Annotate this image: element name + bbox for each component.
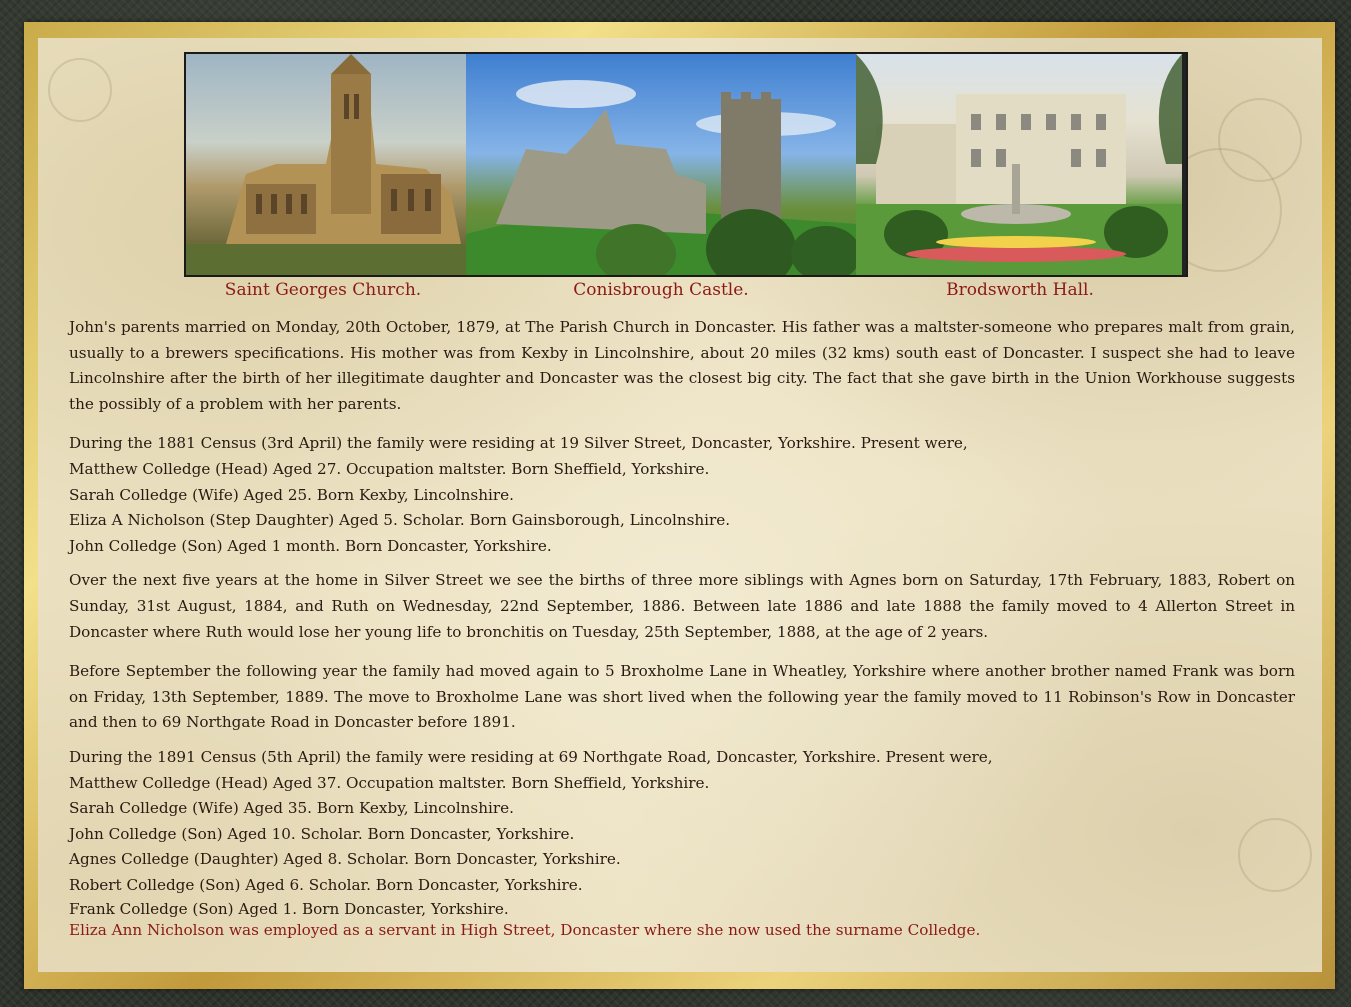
- castle-photo: [466, 54, 856, 275]
- eliza-note: Eliza Ann Nicholson was employed as a servant in High Street, Doncaster where she now used the surname Colledge.: [69, 921, 981, 940]
- census-line: During the 1891 Census (5th April) the family were residing at 69 Northgate Road, Doncaster, Yorkshire. Present were,: [69, 747, 993, 766]
- hall-illustration: [856, 54, 1182, 275]
- hall-photo: [856, 54, 1182, 275]
- census-line: Matthew Colledge (Head) Aged 27. Occupation maltster. Born Sheffield, Yorkshire.: [69, 459, 710, 478]
- census-line: John Colledge (Son) Aged 10. Scholar. Born Doncaster, Yorkshire.: [69, 824, 575, 843]
- caption-church: Saint Georges Church.: [224, 280, 422, 300]
- census-line: During the 1881 Census (3rd April) the family were residing at 19 Silver Street, Doncaster, Yorkshire. Present were,: [69, 434, 968, 453]
- decorative-swirl: [1218, 98, 1302, 182]
- census-line: Eliza A Nicholson (Step Daughter) Aged 5. Scholar. Born Gainsborough, Lincolnshire.: [69, 511, 731, 530]
- photo-captions: [0, 280, 1351, 304]
- caption-castle: Conisbrough Castle.: [573, 280, 749, 300]
- census-1891: [69, 745, 1295, 941]
- paragraph-parents: John's parents married on Monday, 20th October, 1879, at The Parish Church in Doncaster. His father was a maltster-someone who prepares malt from grain, usually to a brewers specifications. His mother was from Kexby in Lincolnshire, about 20 miles (32 kms) south east of Doncaster. I suspect she had to leave Lincolnshire after the birth of her illegitimate daughter and Doncaster was the closest big city. The fact that she gave birth in the Union Workhouse suggests the possibly of a problem with her parents.: [69, 318, 1295, 413]
- decorative-swirl: [48, 58, 112, 122]
- census-line: John Colledge (Son) Aged 1 month. Born Doncaster, Yorkshire.: [69, 536, 552, 555]
- census-line: Matthew Colledge (Head) Aged 37. Occupation maltster. Born Sheffield, Yorkshire.: [69, 773, 710, 792]
- castle-illustration: [466, 54, 856, 275]
- paragraph-siblings: Over the next five years at the home in Silver Street we see the births of three more siblings with Agnes born on Saturday, 17th February, 1883, Robert on Sunday, 31st August, 1884, and Ruth on Wednesday, 22nd September, 1886. Between late 1886 and late 1888 the family moved to 4 Allerton Street in Doncaster where Ruth would lose her young life to bronchitis on Tuesday, 25th September, 1888, at the age of 2 years.: [69, 571, 1295, 641]
- census-1881: [69, 431, 1295, 559]
- census-line: Sarah Colledge (Wife) Aged 25. Born Kexby, Lincolnshire.: [69, 485, 514, 504]
- photo-strip: [184, 52, 1188, 277]
- census-line: Sarah Colledge (Wife) Aged 35. Born Kexby, Lincolnshire.: [69, 799, 514, 818]
- census-line: Frank Colledge (Son) Aged 1. Born Doncaster, Yorkshire.: [69, 900, 509, 919]
- census-line: Agnes Colledge (Daughter) Aged 8. Scholar. Born Doncaster, Yorkshire.: [69, 850, 621, 869]
- paragraph-moves: Before September the following year the family had moved again to 5 Broxholme Lane in Wheatley, Yorkshire where another brother named Frank was born on Friday, 13th September, 1889. The move to Broxholme Lane was short lived when the following year the family moved to 11 Robinson's Row in Doncaster and then to 69 Northgate Road in Doncaster before 1891.: [69, 662, 1295, 732]
- census-line: Robert Colledge (Son) Aged 6. Scholar. Born Doncaster, Yorkshire.: [69, 875, 583, 894]
- church-photo: [186, 54, 466, 275]
- church-illustration: [186, 54, 466, 275]
- caption-hall: Brodsworth Hall.: [946, 280, 1094, 300]
- biography-text: [69, 315, 1295, 940]
